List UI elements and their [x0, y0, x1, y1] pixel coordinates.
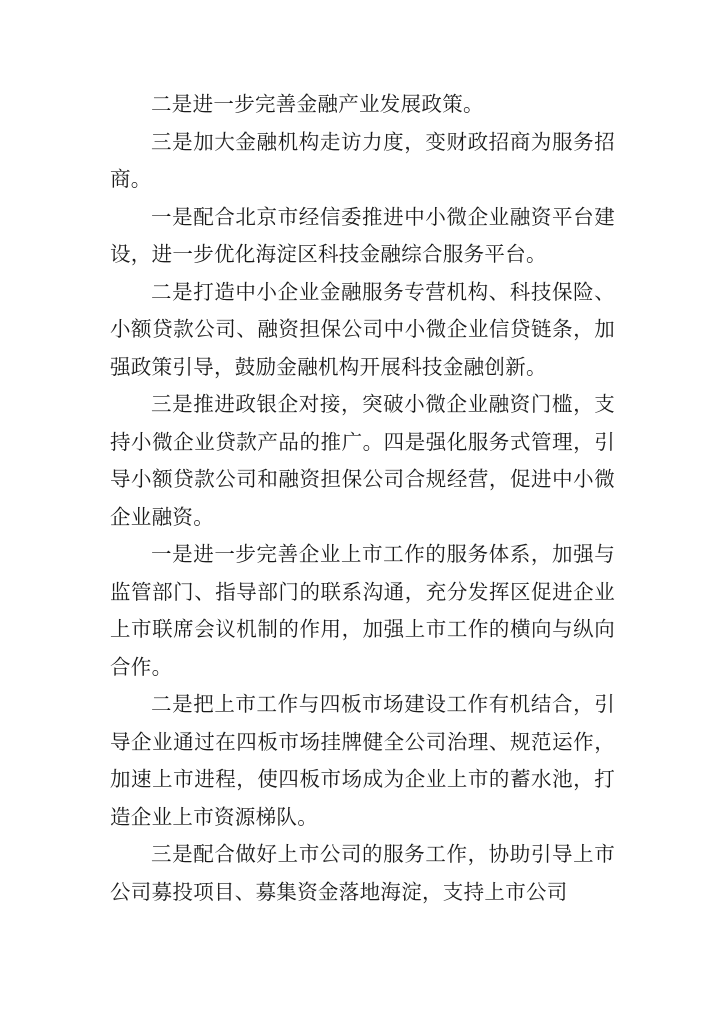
paragraph-6: 一是进一步完善企业上市工作的服务体系，加强与监管部门、指导部门的联系沟通，充分发挥区促进企业上市联席会议机制的作用，加强上市工作的横向与纵向合作。	[110, 542, 615, 679]
paragraph-8: 三是配合做好上市公司的服务工作，协助引导上市公司募投项目、募集资金落地海淀，支持上市公司	[110, 842, 615, 904]
paragraph-1: 二是进一步完善金融产业发展政策。	[151, 92, 484, 116]
paragraph-3: 一是配合北京市经信委推进中小微企业融资平台建设，进一步优化海淀区科技金融综合服务平台。	[110, 204, 615, 266]
document-body	[110, 86, 615, 911]
paragraph-7: 二是把上市工作与四板市场建设工作有机结合，引导企业通过在四板市场挂牌健全公司治理、规范运作，加速上市进程，使四板市场成为企业上市的蓄水池，打造企业上市资源梯队。	[110, 692, 615, 829]
paragraph-4: 二是打造中小企业金融服务专营机构、科技保险、小额贷款公司、融资担保公司中小微企业信贷链条，加强政策引导，鼓励金融机构开展科技金融创新。	[110, 279, 615, 379]
paragraph-5: 三是推进政银企对接，突破小微企业融资门槛，支持小微企业贷款产品的推广。四是强化服务式管理，引导小额贷款公司和融资担保公司合规经营，促进中小微企业融资。	[110, 392, 615, 529]
paragraph-2: 三是加大金融机构走访力度，变财政招商为服务招商。	[110, 129, 615, 191]
